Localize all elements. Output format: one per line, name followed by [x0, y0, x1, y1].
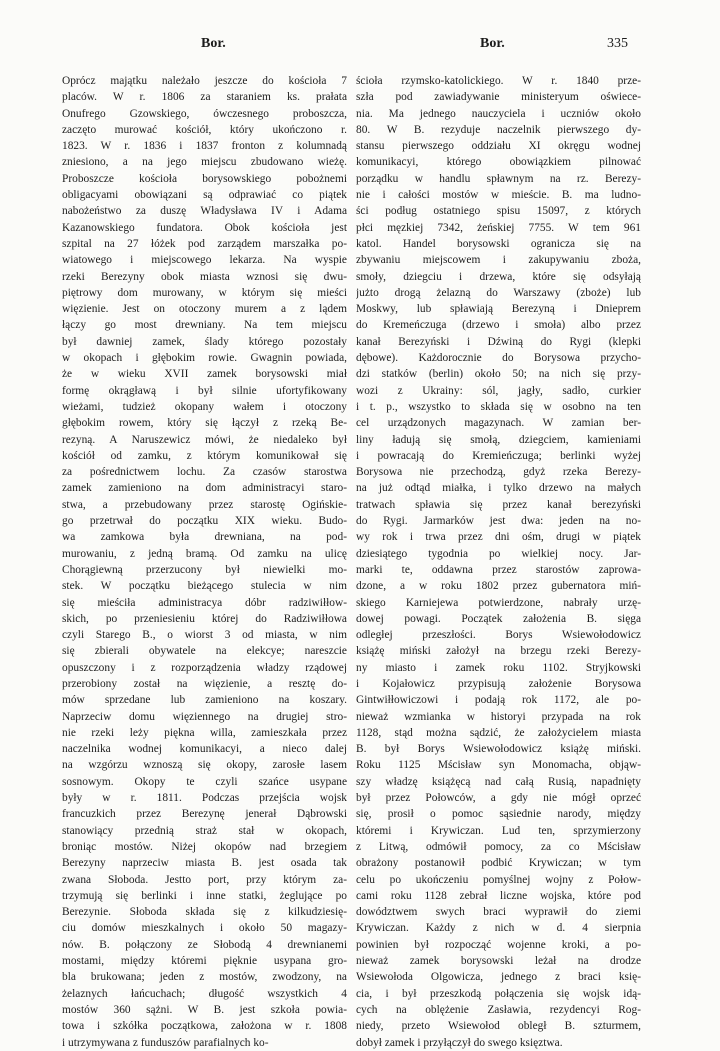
text-line: dzone, a w roku 1802 przez gubernatora miń-: [356, 580, 641, 593]
text-line: katol. Handel borysowski ogranicza się na: [356, 237, 641, 250]
running-head-left: Bor.: [201, 36, 226, 51]
right-text-column: [356, 73, 641, 1051]
text-line: żelaznych łańcuchach; długość wszystkich 4: [62, 987, 347, 1000]
text-line: płci męzkiej 7342, żeńskiej 7755. W tem 961: [356, 221, 641, 234]
text-line: z Litwą, odmówił pomocy, za co Mścisław: [356, 840, 641, 853]
running-head-center: Bor.: [480, 36, 505, 51]
text-line: 80. W B. rezyduje naczelnik pierwszego dy-: [356, 123, 641, 136]
text-line: wa zamkowa była drewniana, na pod-: [62, 531, 347, 544]
text-line: był przez Połowców, a gdy nie mógł oprzeć: [356, 792, 641, 805]
text-line: stek. W początku bieżącego stulecia w nim: [62, 580, 347, 593]
text-line: były w r. 1811. Podczas przejścia wojsk: [62, 792, 347, 805]
text-line: szła pod zawiadywanie ministeryum oświece-: [356, 91, 641, 104]
text-line: cel urządzonych magazynach. W zamian ber-: [356, 417, 641, 430]
text-line: Onufrego Gzowskiego, ówczesnego proboszcza,: [62, 107, 347, 120]
text-line: dobył zamek i przyłączył do swego księztwa.: [356, 1036, 563, 1049]
text-line: mostami, między któremi pięknie usypana gro-: [62, 955, 347, 968]
text-line: stansu pierwszego oddziału XI okręgu wodnej: [356, 140, 641, 153]
text-line: zniesiono, a na jego miejscu zbudowano wieżę.: [62, 156, 347, 169]
text-line: cych na oblężenie Zasławia, rezydencyi Rog-: [356, 1003, 641, 1016]
text-line: na wzgórzu wznoszą się okopy, zarosłe lasem: [62, 759, 347, 772]
text-line: szpital na 27 łóżek pod zarządem marszałka po-: [62, 237, 347, 250]
text-line: ny miasto i zamek roku 1102. Stryjkowski: [356, 661, 641, 674]
text-line: Krywiczan. Każdy z nich w d. 4 sierpnia: [356, 922, 641, 935]
text-line: francuzkich przez Berezynę jenerał Dąbrowski: [62, 808, 347, 821]
text-line: ciu domów mieszkalnych i około 50 magazy-: [62, 922, 347, 935]
text-line: niedy, przeto Wsiewołod obległ B. szturmem,: [356, 1020, 641, 1033]
text-line: nabożeństwo za duszę Władysława IV i Adama: [62, 205, 347, 218]
text-line: kanał Berezyński i Dźwiną do Rygi (klepki: [356, 335, 641, 348]
text-line: wiatowego i miejscowego lekarza. Na wyspie: [62, 254, 347, 267]
text-line: obrażony postanowił podbić Krywiczan; w tym: [356, 857, 641, 870]
text-line: nie rzeki leży piękna willa, zamieszkała przez: [62, 726, 347, 739]
text-line: kościół od zamku, z którym komunikował się: [62, 449, 347, 462]
text-line: smoły, dziegciu i drzewa, które się odsyłają: [356, 270, 641, 283]
text-line: dowej powagi. Początek założenia B. sięga: [356, 612, 641, 625]
text-line: obligacyami obowiązani są odprawiać co piątek: [62, 189, 347, 202]
text-line: wieżami, tudzież okopany wałem i otoczony: [62, 400, 347, 413]
text-line: ści podług ostatniego spisu 15097, z których: [356, 205, 641, 218]
text-line: dębowe). Każdorocznie do Borysowa przycho-: [356, 352, 641, 365]
text-line: i utrzymywana z funduszów parafialnych ko-: [62, 1036, 269, 1049]
text-line: stwa, a przebudowany przez starostę Ogińskie-: [62, 498, 347, 511]
text-line: broniąc mostów. Niżej okopów nad brzegiem: [62, 840, 347, 853]
text-line: i powracają do Kremieńczuga; berlinki wyżej: [356, 449, 641, 462]
text-line: Berezynie. Słoboda składa się z kilkudziesię-: [62, 906, 347, 919]
text-line: sosnowym. Okopy te czyli szańce usypane: [62, 775, 347, 788]
page-number: 335: [607, 36, 628, 51]
text-line: tratwach spławia się przez kanał berezyński: [356, 498, 641, 511]
text-line: zamek zamieniono na dom administracyi staro-: [62, 482, 347, 495]
page-header: [0, 36, 720, 56]
text-line: do Rygi. Jarmarków jest dwa: jeden na no-: [356, 515, 641, 528]
text-line: wozi z Ukrainy: sól, jagły, sadło, curkier: [356, 384, 641, 397]
text-line: placów. W r. 1806 za staraniem ks. prałata: [62, 91, 347, 104]
text-line: komunikacyi, którego obowiązkiem pilnować: [356, 156, 641, 169]
text-line: się zbierali obywatele na elekcye; nareszcie: [62, 645, 347, 658]
text-line: rezyną. A Naruszewicz mówi, że niedaleko był: [62, 433, 347, 446]
text-line: dziesiątego tygodnia po wielkiej nocy. Jar-: [356, 547, 641, 560]
text-line: liny ładują się smołą, dziegciem, kamieniami: [356, 433, 641, 446]
text-line: czyli Starego B., o wiorst 3 od miasta, w nim: [62, 629, 347, 642]
text-line: odległej przeszłości. Borys Wsiewołodowicz: [356, 629, 641, 642]
text-line: Kazanowskiego fundatora. Obok kościoła jest: [62, 221, 347, 234]
text-line: zbywaniu miejscowem i zakupywaniu zboża,: [356, 254, 641, 267]
left-text-column: [62, 73, 347, 1051]
text-line: nieważ zamek borysowski leżał na drodze: [356, 955, 641, 968]
text-line: go przetrwał do początku XIX wieku. Budo-: [62, 515, 347, 528]
text-line: w okopach i głębokim rowie. Gwagnin powiada,: [62, 352, 347, 365]
text-line: Oprócz majątku należało jeszcze do kościoła 7: [62, 75, 347, 87]
text-line: stanowiący przednią straż stał w okopach,: [62, 824, 347, 837]
text-line: rzeki Berezyny obok miasta wznosi się dwu-: [62, 270, 347, 283]
text-line: wy rok i trwa przez dni ośm, drugi w piątek: [356, 531, 641, 544]
text-line: murowaniu, z jedną bramą. Od zamku na ulicę: [62, 547, 347, 560]
text-line: do Kremeńczuga (drzewo i smoła) albo przez: [356, 319, 641, 332]
text-line: mostów 360 sążni. W B. jest szkoła powia-: [62, 1003, 347, 1016]
text-line: że w wieku XVII zamek borysowski miał: [62, 368, 347, 381]
text-line: powinien był rozpocząć wojenne kroki, a po-: [356, 938, 641, 951]
text-line: przerobiony został na więzienie, a resztę do-: [62, 677, 347, 690]
text-line: piętrowy dom murowany, w którym się mieści: [62, 286, 347, 299]
text-line: Chorągiewną przerzucony był niewielki mo-: [62, 563, 347, 576]
text-line: więzienie. Jest on otoczony murem a z lądem: [62, 303, 347, 316]
text-line: zwana Słoboda. Jestto port, przy którym za-: [62, 873, 347, 886]
text-line: nie i całości mostów w mieście. B. ma ludno-: [356, 189, 641, 202]
text-line: się, prosił o pomoc sąsiednie narody, między: [356, 808, 641, 821]
text-line: skiego Karniejewa potwierdzone, nabrały urzę-: [356, 596, 641, 609]
text-line: zaczęto murować kościół, który ukończono r.: [62, 123, 347, 136]
text-line: Borysowa nie przechodzą, gdyż rzeka Berezy-: [356, 466, 641, 479]
text-line: ścioła rzymsko-katolickiego. W r. 1840 prze-: [356, 75, 641, 87]
text-line: się mieściła administracya dóbr radziwiłłow-: [62, 596, 347, 609]
text-line: marki te, oddawna przez starostów zaprowa-: [356, 563, 641, 576]
text-line: cami roku 1128 zebrał liczne wojska, które pod: [356, 889, 641, 902]
text-line: naczelnika wodnej komunikacyi, a nieco dalej: [62, 743, 347, 756]
text-line: za pośrednictwem lochu. Za czasów starostwa: [62, 466, 347, 479]
text-line: B. był Borys Wsiewołodowicz książę miński.: [356, 743, 641, 756]
text-line: nieważ wzmianka w historyi przypada na rok: [356, 710, 641, 723]
text-line: nów. B. połączony ze Słobodą 4 drewnianemi: [62, 938, 347, 951]
text-line: towa i szkółka początkowa, założona w r. 1808: [62, 1020, 347, 1033]
text-line: Naprzeciw domu więziennego na drugiej stro-: [62, 710, 347, 723]
text-line: celu po ukończeniu pomyślnej wojny z Połow-: [356, 873, 641, 886]
text-line: jużto drogą żelazną do Warszawy (zboże) lub: [356, 286, 641, 299]
text-line: opuszczony i z rozporządzenia władzy rządowej: [62, 661, 347, 674]
text-line: cia, i był przeszkodą połączenia się wojsk idą-: [356, 987, 641, 1000]
text-line: Proboszcze kościoła borysowskiego pobożnemi: [62, 172, 347, 185]
text-line: Gintwiłłowiczowi i podają rok 1172, ale po-: [356, 694, 641, 707]
text-line: na już odtąd miałka, i tylko drzewo na małych: [356, 482, 641, 495]
text-line: i Kojałowicz przypisują założenie Borysowa: [356, 677, 641, 690]
text-line: bla brukowana; jeden z mostów, zwodzony, na: [62, 971, 347, 984]
text-line: 1128, stąd można sądzić, że założycielem miasta: [356, 726, 641, 739]
text-line: któremi i Krywiczan. Lud ten, sprzymierzony: [356, 824, 641, 837]
text-line: łączy go most drewniany. Na tem miejscu: [62, 319, 347, 332]
text-line: porządku w handlu spławnym na rz. Berezy-: [356, 172, 641, 185]
text-line: głębokim rowem, który się łączył z rzeką Be-: [62, 417, 347, 430]
text-line: Berezyny naprzeciw miasta B. jest osada tak: [62, 857, 347, 870]
text-line: Roku 1125 Mścisław syn Monomacha, objąw-: [356, 759, 641, 772]
text-line: Wsiewołoda Olgowicza, jednego z braci księ-: [356, 971, 641, 984]
text-line: szy władzę książęcą nad całą Rusią, napadnięty: [356, 775, 641, 788]
text-line: Moskwy, lub spławiają Berezyną i Dnieprem: [356, 303, 641, 316]
text-line: trzymują się berlinki i inne statki, żeglujące po: [62, 889, 347, 902]
text-line: 1823. W r. 1836 i 1837 fronton z kolumnadą: [62, 140, 347, 153]
text-line: i t. p., wszystko to składa się w osobno na ten: [356, 400, 641, 413]
text-line: książę miński założył na brzegu rzeki Berezy-: [356, 645, 641, 658]
text-line: formę okrągławą i był silnie ufortyfikowany: [62, 384, 347, 397]
text-line: był dawniej zamek, ślady którego pozostały: [62, 335, 347, 348]
text-line: dowództwem swych braci wyprawił do ziemi: [356, 906, 641, 919]
text-line: dzi statków (berlin) około 50; na nich się przy-: [356, 368, 641, 381]
text-line: nia. Ma jednego nauczyciela i uczniów około: [356, 107, 641, 120]
text-line: skich, po przeniesieniu której do Radziwiłłowa: [62, 612, 347, 625]
text-line: mów sprzedane lub zamieniono na koszary.: [62, 694, 347, 707]
